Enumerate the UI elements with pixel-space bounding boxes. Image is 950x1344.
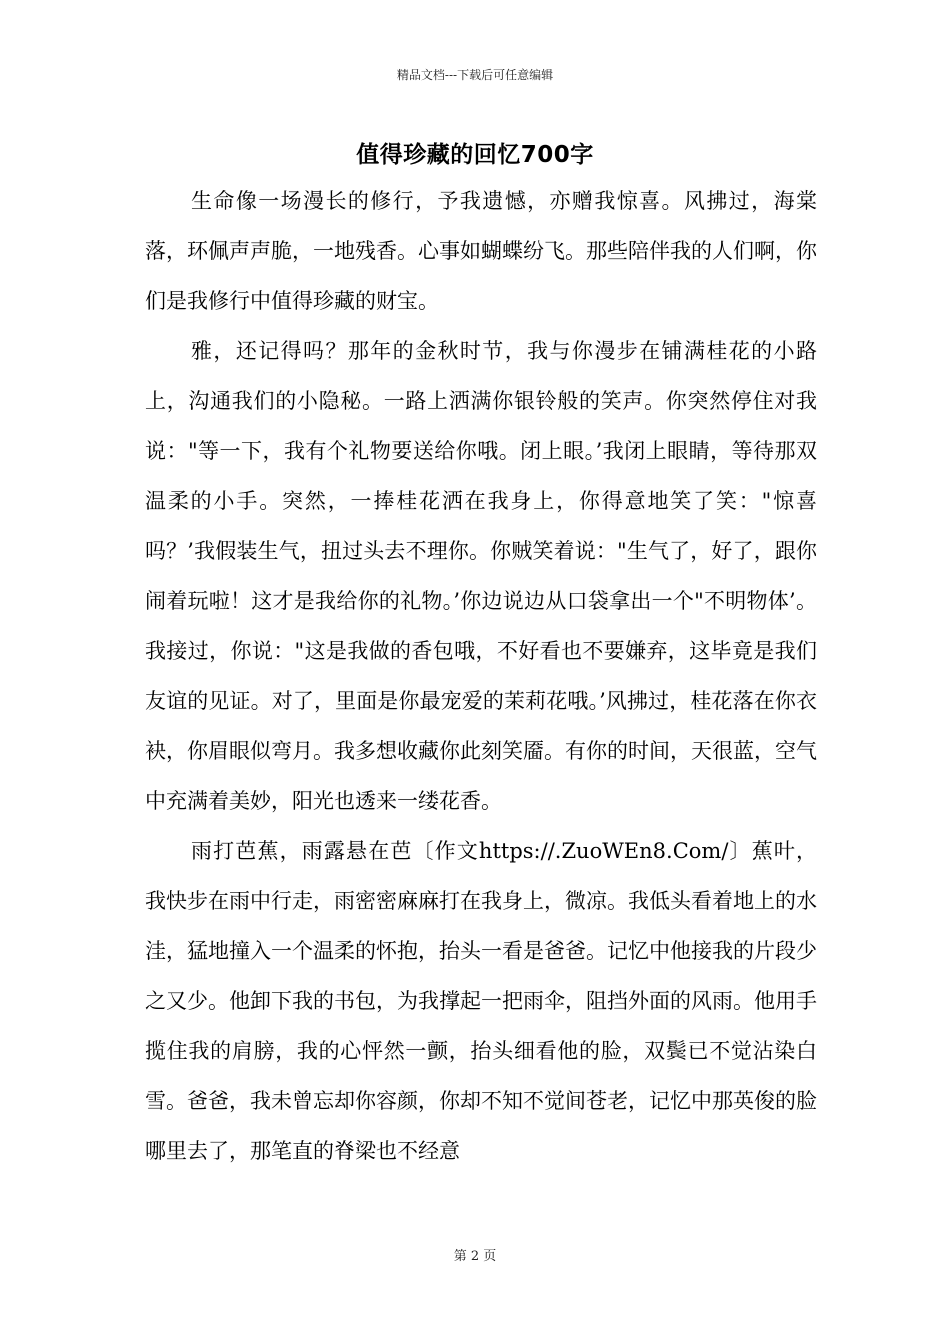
paragraph-3: 雨打芭蕉，雨露悬在芭〔作文https://.ZuoWEn8.Com/〕蕉叶，我快步在雨中行走，雨密密麻麻打在我身上，微凉。我低头看着地上的水洼，猛地撞入一个温柔的怀抱，抬头一看是爸爸。记忆中他接我的片段少之又少。他卸下我的书包，为我撑起一把雨伞，阻挡外面的风雨。他用手揽住我的肩膀，我的心怦然一颤，抬头细看他的脸，双鬓已不觉沾染白雪。爸爸，我未曾忘却你容颜，你却不知不觉间苍老，记忆中那英俊的脸哪里去了，那笔直的脊梁也不经意	[145, 839, 817, 1163]
paragraph-1: 生命像一场漫长的修行，予我遗憾，亦赠我惊喜。风拂过，海棠落，环佩声声脆，一地残香。心事如蝴蝶纷飞。那些陪伴我的人们啊，你们是我修行中值得珍藏的财宝。	[145, 189, 817, 313]
page-header: 精品文档---下载后可任意编辑	[396, 68, 554, 82]
page-number: 第 2 页	[453, 1249, 497, 1264]
document-body	[145, 176, 817, 1176]
paragraph-2: 雅，还记得吗？那年的金秋时节，我与你漫步在铺满桂花的小路上，沟通我们的小隐秘。一路上洒满你银铃般的笑声。你突然停住对我说："等一下，我有个礼物要送给你哦。闭上眼。’我闭上眼睛，等待那双温柔的小手。突然，一捧桂花洒在我身上，你得意地笑了笑："惊喜吗？’我假装生气，扭过头去不理你。你贼笑着说："生气了，好了，跟你闹着玩啦！这才是我给你的礼物。’你边说边从口袋拿出一个"不明物体’。我接过，你说："这是我做的香包哦，不好看也不要嫌弃，这毕竟是我们友谊的见证。对了，里面是你最宠爱的茉莉花哦。’风拂过，桂花落在你衣袂，你眉眼似弯月。我多想收藏你此刻笑靥。有你的时间，天很蓝，空气中充满着美妙，阳光也透来一缕花香。	[145, 339, 817, 813]
document-title: 值得珍藏的回忆700字	[356, 142, 594, 168]
